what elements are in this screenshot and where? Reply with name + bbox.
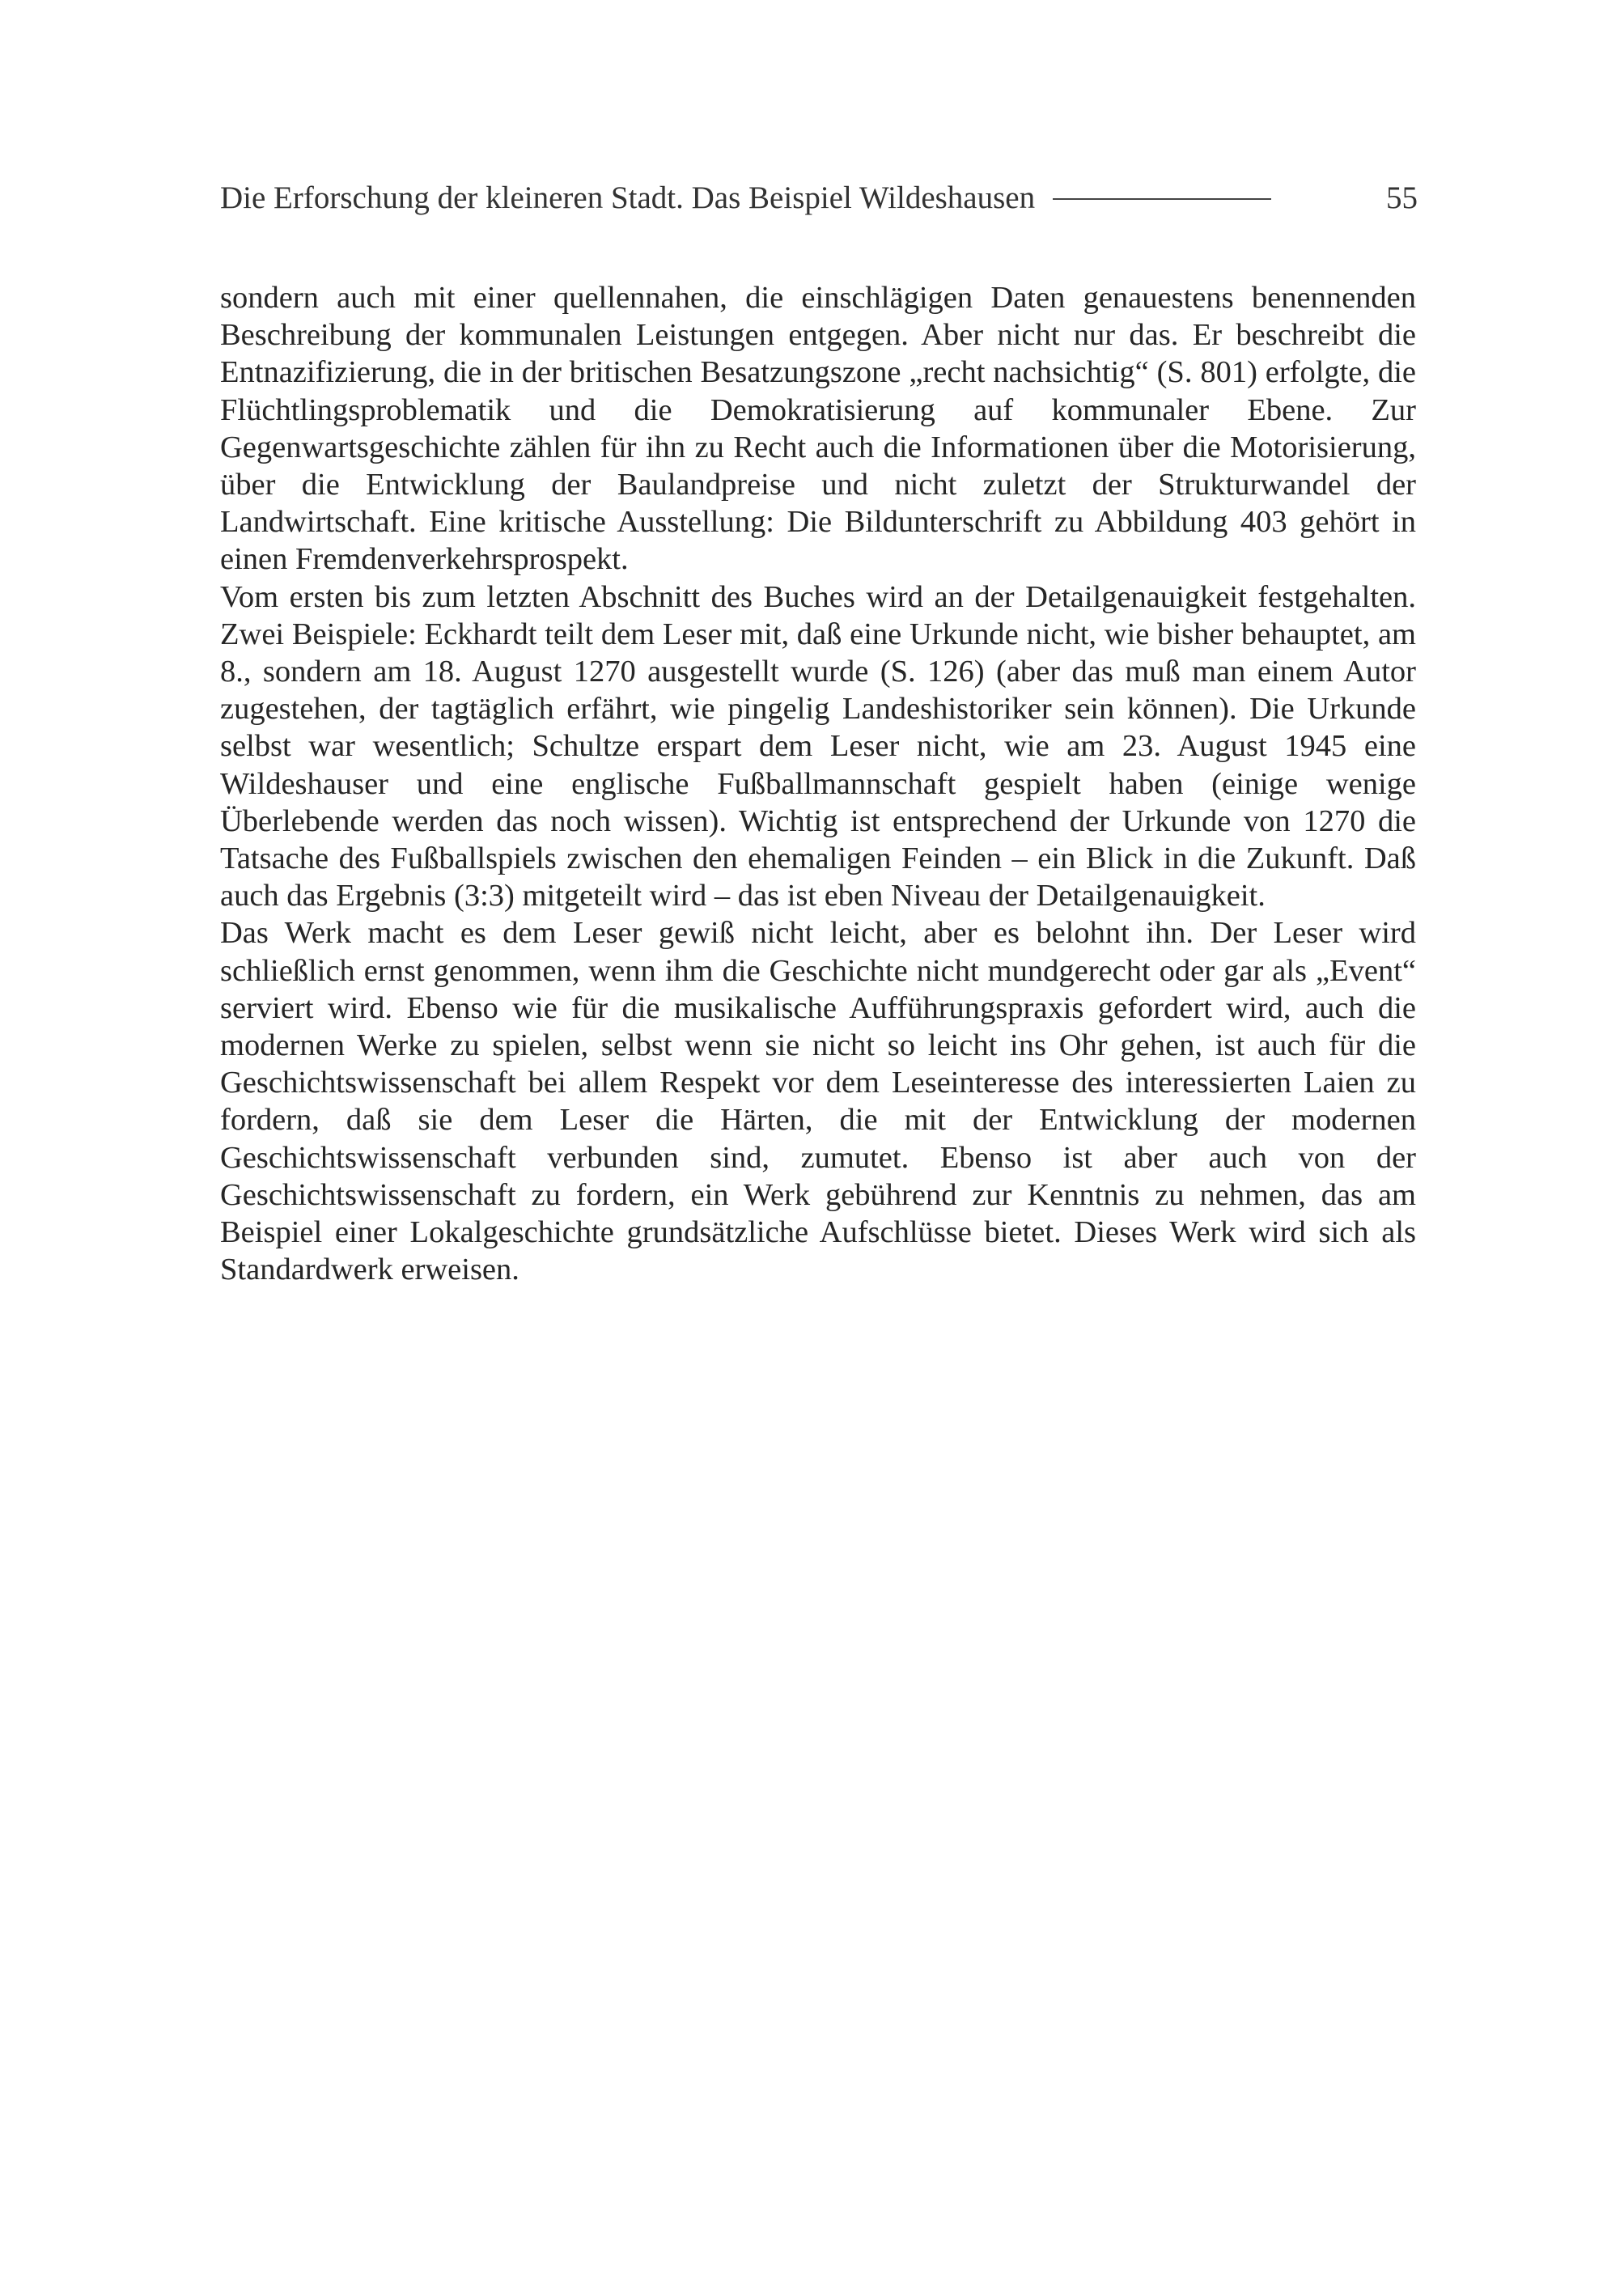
- running-head-title: Die Erforschung der kleineren Stadt. Das Beispiel Wildeshausen: [220, 180, 1036, 215]
- paragraph: Vom ersten bis zum letzten Abschnitt des Buches wird an der Detailgenauigkeit festgehalten. Zwei Beispiele: Eckhardt teilt dem Leser mit, daß eine Urkunde nicht, wie bisher behauptet, am 8., sondern am 18. August 1270 ausgestellt wurde (S. 126) (aber das muß man einem Autor zugestehen, der tagtäglich erfährt, wie pingelig Landeshistoriker sein können). Die Urkunde selbst war wesentlich; Schultze erspart dem Leser nicht, wie am 23. August 1945 eine Wildeshauser und eine englische Fußballmannschaft gespielt haben (einige wenige Überlebende werden das noch wissen). Wichtig ist entsprechend der Urkunde von 1270 die Tatsache des Fußballspiels zwischen den ehemaligen Feinden – ein Blick in die Zukunft. Daß auch das Ergebnis (3:3) mitgeteilt wird – das ist eben Niveau der Detailgenauigkeit.: [220, 579, 1416, 913]
- running-head-rule: [1053, 198, 1271, 200]
- paragraph: sondern auch mit einer quellennahen, die einschlägigen Daten genauestens benennenden Beschreibung der kommunalen Leistungen entgegen. Aber nicht nur das. Er beschreibt die Entnazifizierung, die in der britischen Besatzungszone „recht nachsichtig“ (S. 801) erfolgte, die Flüchtlingsproblematik und die Demokratisierung auf kommunaler Ebene. Zur Gegenwartsgeschichte zählen für ihn zu Recht auch die Informationen über die Motorisierung, über die Entwicklung der Baulandpreise und nicht zuletzt der Strukturwandel der Landwirtschaft. Eine kritische Ausstellung: Die Bildunterschrift zu Abbildung 403 gehört in einen Fremdenverkehrsprospekt.: [220, 281, 1416, 577]
- paragraph: Das Werk macht es dem Leser gewiß nicht leicht, aber es belohnt ihn. Der Leser wird schließlich ernst genommen, wenn ihm die Geschichte nicht mundgerecht oder gar als „Event“ serviert wird. Ebenso wie für die musikalische Aufführungspraxis gefordert wird, auch die modernen Werke zu spielen, selbst wenn sie nicht so leicht ins Ohr gehen, ist auch für die Geschichtswissenschaft bei allem Respekt vor dem Leseinteresse des interessierten Laien zu fordern, daß sie dem Leser die Härten, die mit der Entwicklung der modernen Geschichtswissenschaft verbunden sind, zumutet. Ebenso ist aber auch von der Geschichtswissenschaft zu fordern, ein Werk gebührend zur Kenntnis zu nehmen, das am Beispiel einer Lokalgeschichte grundsätzliche Aufschlüsse bietet. Dieses Werk wird sich als Standardwerk erweisen.: [220, 916, 1416, 1287]
- body-text: [220, 279, 1416, 1288]
- page-number: 55: [1386, 180, 1418, 215]
- running-head: [220, 173, 1418, 222]
